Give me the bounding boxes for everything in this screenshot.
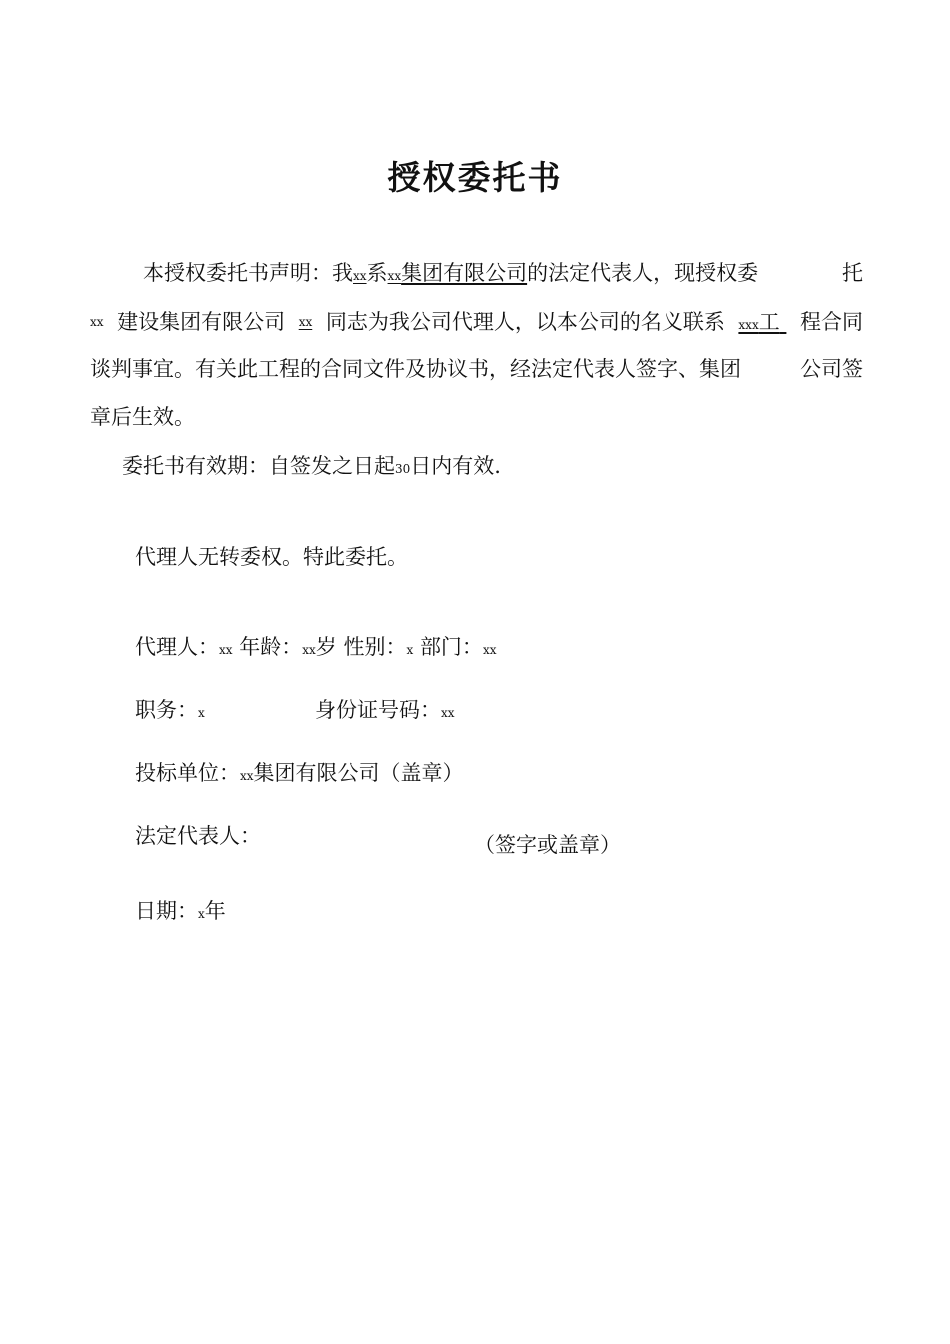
paragraph-line-3: 谈判事宜。有关此工程的合同文件及协议书，经法定代表人签字、集团 公司签	[90, 357, 863, 381]
no-transfer-line: 代理人无转委权。特此委托。	[135, 545, 408, 569]
signature-note: （签字或盖章）	[474, 833, 621, 857]
bidder-line: 投标单位：xx集团有限公司（盖章）	[135, 761, 464, 785]
date-line: 日期：x年	[135, 899, 226, 923]
legal-rep-label: 法定代表人：	[135, 824, 261, 848]
id-number-line: 身份证号码：xx	[315, 698, 455, 722]
paragraph-line-1: 本授权委托书声明：我xx系xx集团有限公司的法定代表人，现授权委 托	[143, 261, 863, 285]
paragraph-line-2: xx 建设集团有限公司 xx 同志为我公司代理人，以本公司的名义联系 xxx工 程合同	[90, 310, 863, 334]
position-line: 职务：x	[135, 698, 205, 722]
document-title: 授权委托书	[387, 158, 563, 197]
agent-info-line: 代理人：xx 年龄：xx岁 性别：x 部门：xx	[135, 635, 497, 659]
validity-line: 委托书有效期：自签发之日起30日内有效.	[122, 454, 501, 478]
paragraph-line-4: 章后生效。	[90, 405, 195, 429]
